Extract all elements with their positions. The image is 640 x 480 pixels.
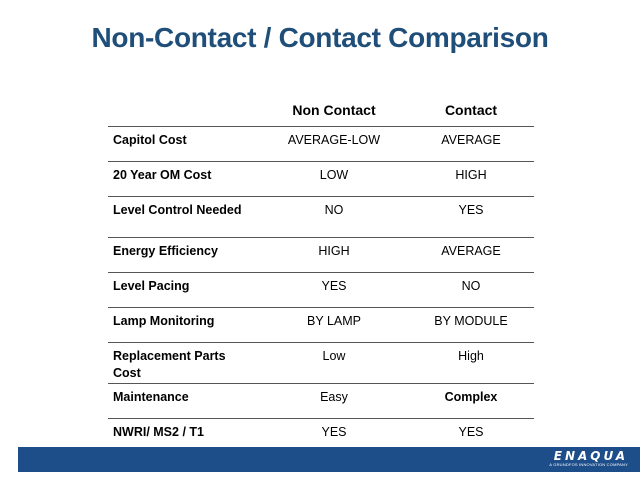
row-label: Level Pacing [113,279,190,293]
row-label: Capitol Cost [113,133,187,147]
table-row [108,237,534,272]
table-row [108,383,534,418]
page-title: Non-Contact / Contact Comparison [91,22,549,53]
comparison-table [108,96,534,453]
non-contact-value: AVERAGE-LOW [287,133,381,147]
table-row [108,342,534,383]
row-label: 20 Year OM Cost [113,168,212,182]
company-logo [549,450,628,467]
row-label: NWRI/ MS2 / T1 [113,425,204,439]
non-contact-value: LOW [319,168,349,182]
row-label: Lamp Monitoring [113,314,215,328]
non-contact-value: YES [321,425,347,439]
row-label: Level Control Needed [113,203,242,217]
contact-value: NO [461,279,481,293]
contact-value: Complex [444,390,498,404]
table-row [108,272,534,307]
non-contact-value: NO [324,203,344,217]
contact-value: BY MODULE [434,314,508,328]
table-row [108,196,534,237]
contact-value: AVERAGE [441,244,501,258]
contact-value: YES [458,203,484,217]
table-row [108,161,534,196]
table-header-row [108,96,534,126]
contact-value: YES [458,425,484,439]
non-contact-value: BY LAMP [307,314,361,328]
row-label: Replacement Parts Cost [113,349,226,380]
logo-wordmark: ENAQUA [553,449,628,463]
non-contact-value: Low [322,349,346,363]
contact-value: AVERAGE [441,133,501,147]
header-non-contact: Non Contact [292,102,376,118]
contact-value: HIGH [455,168,487,182]
row-label: Energy Efficiency [113,244,218,258]
row-label: Maintenance [113,390,189,404]
footer-bar [18,447,640,472]
contact-value: High [458,349,484,363]
non-contact-value: YES [321,279,347,293]
table-row [108,126,534,161]
table-row [108,307,534,342]
non-contact-value: Easy [320,390,348,404]
logo-tagline: A GRUNDFOS INNOVATION COMPANY [549,462,628,467]
header-contact: Contact [444,102,498,118]
non-contact-value: HIGH [318,244,350,258]
